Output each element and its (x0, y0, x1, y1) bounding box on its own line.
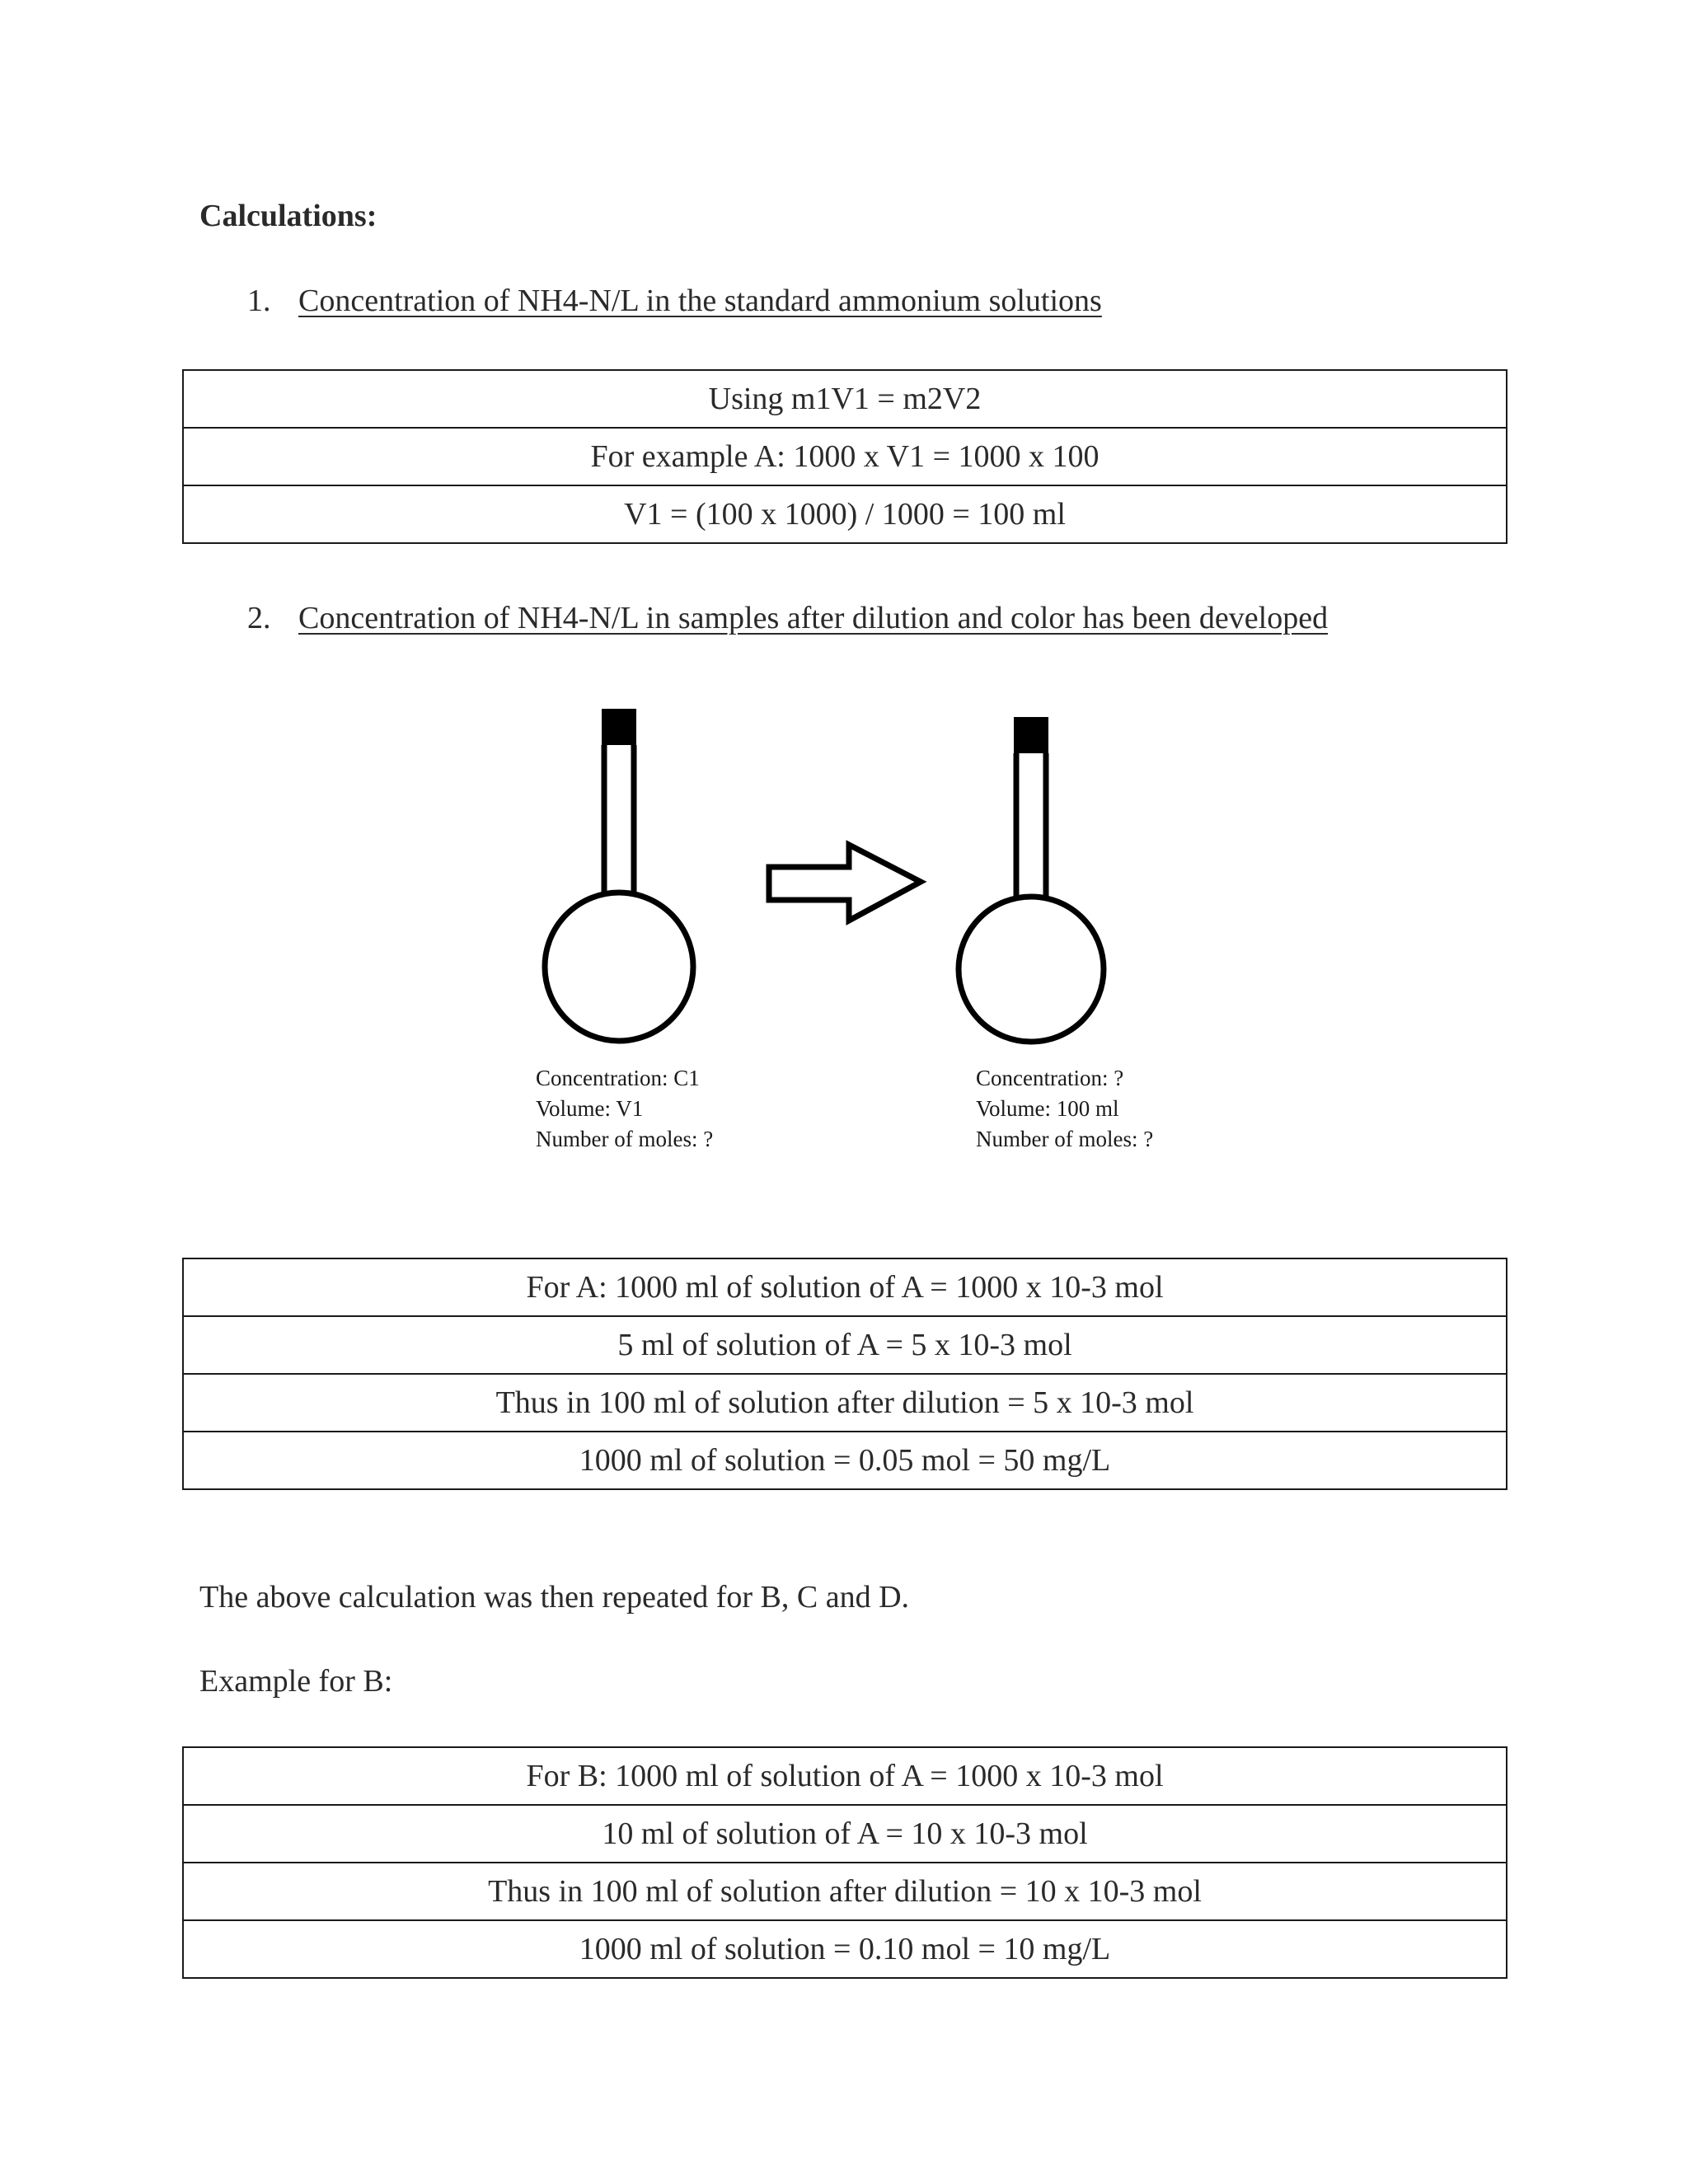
table-cell: Using m1V1 = m2V2 (183, 370, 1507, 428)
table-cell: 5 ml of solution of A = 5 x 10-3 mol (183, 1316, 1507, 1374)
volumetric-flask-icon (959, 717, 1104, 1042)
table-row (183, 1374, 1507, 1432)
table-row (183, 370, 1507, 428)
table-cell: 1000 ml of solution = 0.05 mol = 50 mg/L (183, 1432, 1507, 1489)
section-2-number: 2. (247, 601, 271, 635)
table-row (183, 1432, 1507, 1489)
table-cell: 1000 ml of solution = 0.10 mol = 10 mg/L (183, 1920, 1507, 1978)
section-2-heading (247, 600, 1328, 636)
table-row (183, 1805, 1507, 1863)
volumetric-flask-icon (545, 709, 693, 1041)
left-flask-concentration: Concentration: C1 (536, 1066, 700, 1090)
right-flask-concentration: Concentration: ? (976, 1066, 1124, 1090)
left-flask-volume: Volume: V1 (536, 1096, 644, 1121)
example-label: Example for B: (199, 1664, 393, 1699)
table-row (183, 428, 1507, 485)
section-1-title: Concentration of NH4-N/L in the standard ammonium solutions (298, 284, 1102, 318)
table-cell: For example A: 1000 x V1 = 1000 x 100 (183, 428, 1507, 485)
calculation-table-a (182, 1258, 1507, 1490)
section-1-number: 1. (247, 284, 271, 318)
table-row (183, 1920, 1507, 1978)
right-arrow-icon (769, 845, 921, 921)
table-row (183, 1863, 1507, 1920)
page-heading: Calculations: (199, 199, 377, 233)
dilution-diagram (495, 709, 1236, 1055)
table-cell: 10 ml of solution of A = 10 x 10-3 mol (183, 1805, 1507, 1863)
table-cell: For B: 1000 ml of solution of A = 1000 x 10-3 mol (183, 1747, 1507, 1805)
table-row (183, 1316, 1507, 1374)
section-1-heading (247, 283, 1102, 319)
table-row (183, 485, 1507, 543)
section-2-title: Concentration of NH4-N/L in samples after dilution and color has been developed (298, 601, 1329, 635)
right-flask-volume: Volume: 100 ml (976, 1096, 1119, 1121)
table-cell: V1 = (100 x 1000) / 1000 = 100 ml (183, 485, 1507, 543)
table-row (183, 1747, 1507, 1805)
right-flask-labels (976, 1063, 1153, 1155)
table-cell: For A: 1000 ml of solution of A = 1000 x 10-3 mol (183, 1258, 1507, 1316)
table-row (183, 1258, 1507, 1316)
repeat-note: The above calculation was then repeated for B, C and D. (199, 1580, 910, 1615)
calculation-table-b (182, 1746, 1507, 1979)
right-flask-moles: Number of moles: ? (976, 1127, 1154, 1151)
formula-table-1 (182, 369, 1507, 544)
left-flask-moles: Number of moles: ? (536, 1127, 714, 1151)
left-flask-labels (536, 1063, 713, 1155)
table-cell: Thus in 100 ml of solution after dilution = 5 x 10-3 mol (183, 1374, 1507, 1432)
table-cell: Thus in 100 ml of solution after dilution = 10 x 10-3 mol (183, 1863, 1507, 1920)
